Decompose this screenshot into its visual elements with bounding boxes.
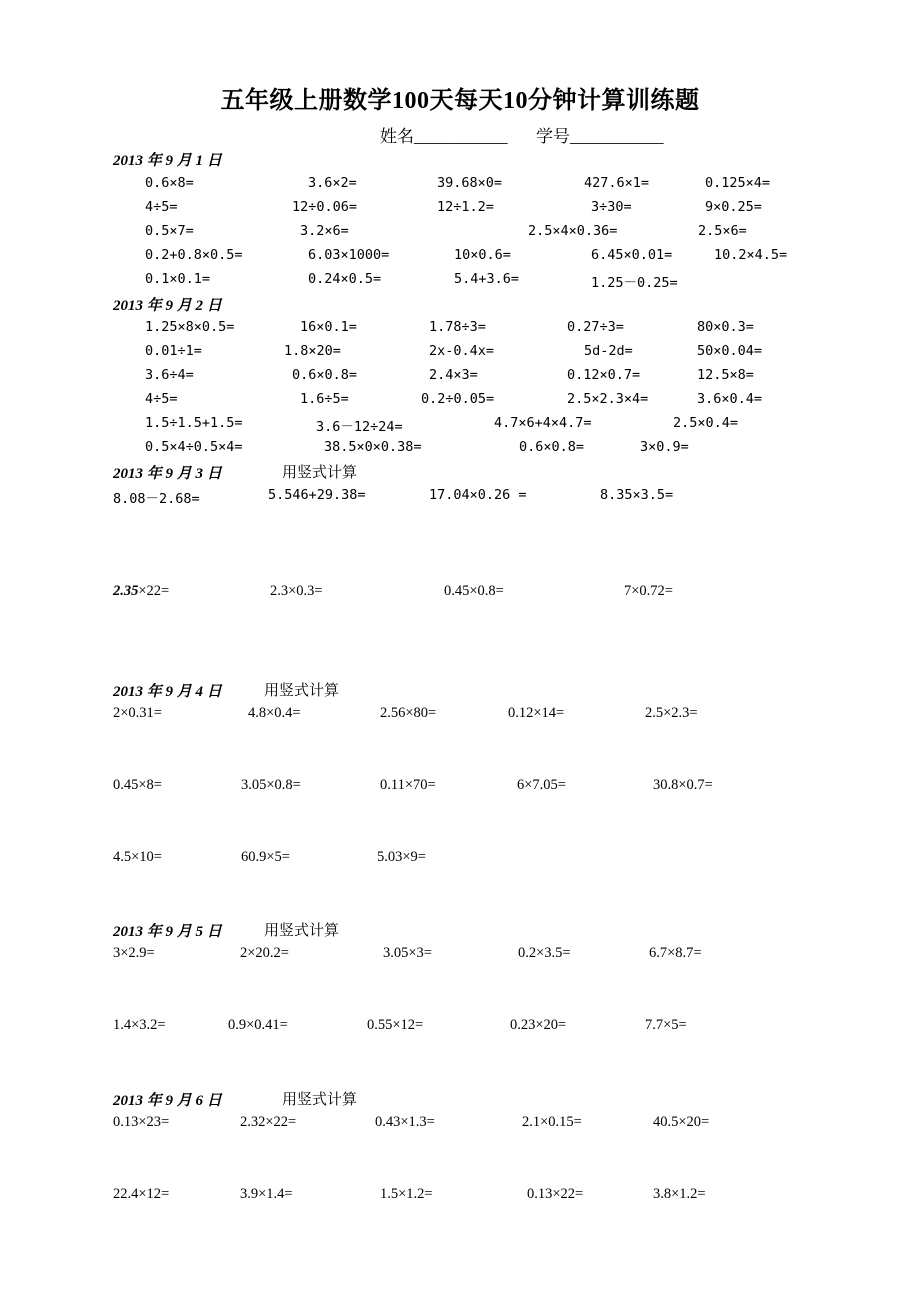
problem: 2.5×6= [698,223,747,239]
problem: 1.78÷3= [429,319,486,335]
problem: 60.9×5= [241,849,290,865]
problem: 9×0.25= [705,199,762,215]
problem: 80×0.3= [697,319,754,335]
problem: 6.45×0.01= [591,247,673,263]
problem: 3.8×1.2= [653,1186,706,1202]
problem: 3.05×0.8= [241,777,301,793]
problem: 2.5×2.3= [645,705,698,721]
problem: 17.04×0.26 = [429,487,527,503]
problem: 6×7.05= [517,777,566,793]
section-date: 2013 年 9 月 1 日 [113,153,222,169]
problem: 8.35×3.5= [600,487,674,503]
problem: 3.05×3= [383,945,432,961]
problem: 0.55×12= [367,1017,424,1033]
vertical-calc-label: 用竖式计算 [282,1092,358,1108]
problem: 2.1×0.15= [522,1114,582,1130]
problem: 12÷0.06= [292,199,358,215]
problem: 7×0.72= [624,583,673,599]
problem: 2x-0.4x= [429,343,495,359]
problem: 8.08－2.68= [113,491,200,507]
section-date: 2013 年 9 月 5 日 [113,924,222,940]
problem: 2.5×0.4= [673,415,739,431]
problem: 2×20.2= [240,945,289,961]
problem: 3.6÷4= [145,367,194,383]
problem: 12÷1.2= [437,199,494,215]
problem: 2.4×3= [429,367,478,383]
problem [113,583,169,600]
problem: 4.8×0.4= [248,705,301,721]
problem: 1.4×3.2= [113,1017,166,1033]
problem: 0.1×0.1= [145,271,211,287]
problem: 6.03×1000= [308,247,390,263]
problem: 7.7×5= [645,1017,687,1033]
page-title: 五年级上册数学100天每天10分钟计算训练题 [220,88,700,114]
problem: 1.5×1.2= [380,1186,433,1202]
problem: 5.4+3.6= [454,271,520,287]
problem: 0.13×22= [527,1186,584,1202]
problem: 0.11×70= [380,777,436,793]
problem: 0.2÷0.05= [421,391,495,407]
problem: 0.2+0.8×0.5= [145,247,243,263]
problem: 0.125×4= [705,175,771,191]
vertical-calc-label: 用竖式计算 [264,683,340,699]
problem: 2.56×80= [380,705,437,721]
problem: 2.32×22= [240,1114,297,1130]
problem: 4.7×6+4×4.7= [494,415,592,431]
problem: 39.68×0= [437,175,503,191]
section-date: 2013 年 9 月 3 日 [113,466,222,482]
problem: 5.546+29.38= [268,487,366,503]
problem: 0.6×0.8= [519,439,585,455]
problem: 3.6×0.4= [697,391,763,407]
problem: 0.5×4÷0.5×4= [145,439,243,455]
problem: 5d-2d= [584,343,633,359]
problem: 4÷5= [145,391,178,407]
problem: 0.9×0.41= [228,1017,288,1033]
problem: 3×0.9= [640,439,689,455]
problem: 4÷5= [145,199,178,215]
problem: 0.13×23= [113,1114,170,1130]
problem: 1.25－0.25= [591,275,678,291]
problem: 6.7×8.7= [649,945,702,961]
student-id-field: 学号___________ [536,127,664,146]
problem: 3÷30= [591,199,632,215]
problem: 0.6×0.8= [292,367,358,383]
vertical-calc-label: 用竖式计算 [282,465,358,481]
problem: 30.8×0.7= [653,777,713,793]
problem: 1.6÷5= [300,391,349,407]
problem: 3.6×2= [308,175,357,191]
problem: 3.9×1.4= [240,1186,293,1202]
problem: 427.6×1= [584,175,650,191]
problem-operator: ×22= [138,583,170,599]
problem: 0.01÷1= [145,343,202,359]
problem: 12.5×8= [697,367,754,383]
student-name-field: 姓名___________ [380,127,508,146]
problem: 1.25×8×0.5= [145,319,235,335]
problem: 1.5÷1.5+1.5= [145,415,243,431]
problem: 4.5×10= [113,849,162,865]
problem: 0.43×1.3= [375,1114,435,1130]
problem: 0.24×0.5= [308,271,382,287]
problem: 2×0.31= [113,705,162,721]
problem: 2.3×0.3= [270,583,323,599]
problem: 0.23×20= [510,1017,567,1033]
problem: 16×0.1= [300,319,357,335]
problem: 0.5×7= [145,223,194,239]
vertical-calc-label: 用竖式计算 [264,923,340,939]
problem-number: 2.35 [113,583,139,599]
problem: 0.12×14= [508,705,565,721]
problem: 40.5×20= [653,1114,710,1130]
problem: 10×0.6= [454,247,511,263]
problem: 10.2×4.5= [714,247,788,263]
problem: 0.45×8= [113,777,162,793]
problem: 50×0.04= [697,343,763,359]
problem: 0.27÷3= [567,319,624,335]
problem: 38.5×0×0.38= [324,439,422,455]
problem: 0.45×0.8= [444,583,504,599]
problem: 1.8×20= [284,343,341,359]
section-date: 2013 年 9 月 2 日 [113,298,222,314]
problem: 2.5×4×0.36= [528,223,618,239]
section-date: 2013 年 9 月 6 日 [113,1093,222,1109]
problem: 5.03×9= [377,849,426,865]
problem: 0.2×3.5= [518,945,571,961]
problem: 3×2.9= [113,945,155,961]
problem: 22.4×12= [113,1186,170,1202]
problem: 2.5×2.3×4= [567,391,649,407]
problem: 0.6×8= [145,175,194,191]
section-date: 2013 年 9 月 4 日 [113,684,222,700]
problem: 3.6－12÷24= [316,419,403,435]
problem: 0.12×0.7= [567,367,641,383]
problem: 3.2×6= [300,223,349,239]
